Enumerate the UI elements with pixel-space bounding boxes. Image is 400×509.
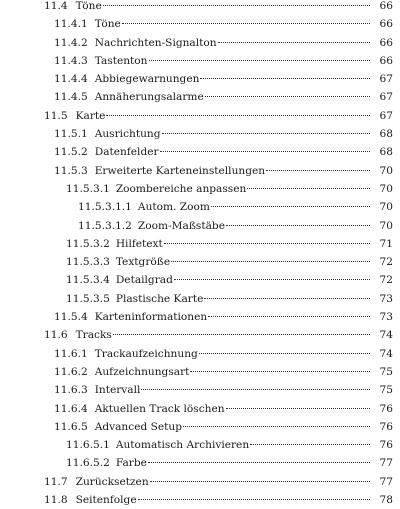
toc-entry[interactable]: [0, 473, 400, 491]
toc-entry-number: 11.6.2: [54, 365, 88, 378]
dot-leader: [138, 499, 370, 500]
dot-leader: [103, 5, 370, 6]
toc-entry-title: Karteninformationen: [94, 311, 208, 324]
toc-entry-page: 70: [379, 164, 393, 177]
toc-entry-title: Zoom-Maßstäbe: [137, 219, 225, 232]
toc-entry-title: Autom. Zoom: [137, 201, 210, 214]
toc-entry[interactable]: [0, 107, 400, 125]
toc-entry-page: 70: [379, 182, 393, 195]
dot-leader: [266, 170, 370, 171]
dot-leader: [141, 389, 370, 390]
toc-entry[interactable]: [0, 34, 400, 52]
toc-entry-page: 68: [379, 146, 393, 159]
toc-entry-title: Karte: [75, 109, 106, 122]
toc-entry-page: 76: [379, 439, 393, 452]
toc-entry-number: 11.5.3.1.2: [78, 219, 132, 232]
toc-entry-title: Textgröße: [115, 256, 171, 269]
toc-entry-page: 76: [379, 402, 393, 415]
toc-entry-title: Zoombereiche anpassen: [115, 182, 247, 195]
toc-entry[interactable]: [0, 381, 400, 399]
toc-entry-page: 66: [379, 54, 393, 67]
toc-entry-number: 11.6.5.2: [66, 457, 110, 470]
toc-entry-page: 67: [379, 109, 393, 122]
toc-entry-page: 72: [379, 274, 393, 287]
toc-entry-title: Aktuellen Track löschen: [94, 402, 225, 415]
toc-entry-number: 11.4.2: [54, 36, 88, 49]
dot-leader: [164, 243, 370, 244]
dot-leader: [247, 188, 370, 189]
toc-entry-number: 11.4.1: [54, 18, 88, 31]
toc-entry-number: 11.4.4: [54, 73, 88, 86]
toc-entry-number: 11.5: [44, 109, 68, 122]
toc-entry-title: Tracks: [75, 329, 112, 342]
toc-entry-number: 11.6.4: [54, 402, 88, 415]
toc-entry[interactable]: [0, 198, 400, 216]
toc-entry-title: Erweiterte Karteneinstellungen: [94, 164, 266, 177]
toc-entry-number: 11.5.3.4: [66, 274, 110, 287]
toc-entry[interactable]: [0, 436, 400, 454]
toc-entry-title: Ausrichtung: [94, 128, 161, 141]
toc-entry[interactable]: [0, 400, 400, 418]
dot-leader: [160, 151, 370, 152]
toc-entry-page: 72: [379, 256, 393, 269]
toc-entry[interactable]: [0, 180, 400, 198]
dot-leader: [204, 298, 370, 299]
toc-entry-page: 68: [379, 128, 393, 141]
dot-leader: [190, 371, 370, 372]
toc-entry-page: 74: [379, 329, 393, 342]
toc-entry-number: 11.4: [44, 0, 68, 12]
toc-entry-title: Trackaufzeichnung: [94, 347, 198, 360]
toc-entry-number: 11.7: [44, 475, 68, 488]
toc-entry-title: Annäherungsalarme: [94, 91, 204, 104]
toc-entry[interactable]: [0, 418, 400, 436]
toc-entry-number: 11.5.4: [54, 311, 88, 324]
toc-entry-page: 77: [379, 457, 393, 470]
dot-leader: [148, 462, 370, 463]
toc-entry-title: Töne: [94, 18, 121, 31]
dot-leader: [218, 42, 370, 43]
toc-entry-number: 11.6: [44, 329, 68, 342]
dot-leader: [106, 115, 370, 116]
toc-entry-number: 11.4.5: [54, 91, 88, 104]
dot-leader: [162, 133, 370, 134]
toc-entry-title: Abbiegewarnungen: [94, 73, 200, 86]
toc-entry[interactable]: [0, 88, 400, 106]
toc-entry[interactable]: [0, 162, 400, 180]
dot-leader: [226, 225, 370, 226]
toc-entry-title: Automatisch Archivieren: [115, 439, 250, 452]
dot-leader: [150, 481, 370, 482]
dot-leader: [171, 261, 370, 262]
dot-leader: [205, 96, 370, 97]
dot-leader: [183, 426, 370, 427]
toc-entry-number: 11.5.3: [54, 164, 88, 177]
toc-entry[interactable]: [0, 308, 400, 326]
toc-entry-page: 71: [379, 237, 393, 250]
toc-entry-page: 77: [379, 475, 393, 488]
dot-leader: [226, 408, 370, 409]
toc-entry[interactable]: [0, 52, 400, 70]
toc-entry-number: 11.5.3.3: [66, 256, 110, 269]
toc-entry-title: Tastenton: [94, 54, 148, 67]
toc-entry-page: 78: [379, 494, 393, 507]
toc-entry[interactable]: [0, 363, 400, 381]
toc-entry-page: 76: [379, 420, 393, 433]
toc-entry[interactable]: [0, 0, 400, 15]
toc-entry[interactable]: [0, 15, 400, 33]
toc-entry-number: 11.6.1: [54, 347, 88, 360]
toc-entry-page: 74: [379, 347, 393, 360]
toc-entry-title: Hilfetext: [115, 237, 163, 250]
toc-entry-page: 66: [379, 18, 393, 31]
toc-entry-title: Farbe: [115, 457, 147, 470]
toc-entry-number: 11.8: [44, 494, 68, 507]
toc-entry-page: 66: [379, 36, 393, 49]
toc-entry[interactable]: [0, 70, 400, 88]
toc-entry-title: Nachrichten-Signalton: [94, 36, 217, 49]
toc-entry-title: Advanced Setup: [94, 420, 182, 433]
toc-entry-number: 11.4.3: [54, 54, 88, 67]
toc-entry-title: Seitenfolge: [75, 494, 137, 507]
toc-entry-title: Intervall: [94, 384, 141, 397]
toc-entry-number: 11.5.3.1: [66, 182, 110, 195]
toc-entry-title: Töne: [75, 0, 102, 12]
toc-entry[interactable]: [0, 290, 400, 308]
toc-entry-page: 70: [379, 219, 393, 232]
toc-entry[interactable]: [0, 143, 400, 161]
dot-leader: [199, 353, 370, 354]
toc-entry-page: 73: [379, 311, 393, 324]
toc-entry-number: 11.5.3.1.1: [78, 201, 132, 214]
dot-leader: [149, 60, 370, 61]
toc-entry-title: Datenfelder: [94, 146, 159, 159]
toc-entry-number: 11.5.3.5: [66, 292, 110, 305]
dot-leader: [174, 279, 370, 280]
toc-entry[interactable]: [0, 326, 400, 344]
dot-leader: [211, 206, 370, 207]
dot-leader: [122, 23, 370, 24]
toc-entry-page: 75: [379, 384, 393, 397]
toc-entry-number: 11.5.2: [54, 146, 88, 159]
toc-entry-title: Zurücksetzen: [75, 475, 149, 488]
toc-entry-page: 66: [379, 0, 393, 12]
dot-leader: [208, 316, 370, 317]
dot-leader: [113, 334, 370, 335]
toc-entry[interactable]: [0, 217, 400, 235]
toc-entry-page: 73: [379, 292, 393, 305]
toc-entry[interactable]: [0, 125, 400, 143]
dot-leader: [200, 78, 370, 79]
toc-entry[interactable]: [0, 253, 400, 271]
toc-entry-page: 67: [379, 73, 393, 86]
toc-entry[interactable]: [0, 235, 400, 253]
toc-entry[interactable]: [0, 454, 400, 472]
toc-entry-number: 11.6.5.1: [66, 439, 110, 452]
toc-entry[interactable]: [0, 491, 400, 509]
toc-entry-number: 11.6.3: [54, 384, 88, 397]
dot-leader: [250, 444, 370, 445]
toc-entry-number: 11.5.1: [54, 128, 88, 141]
toc-entry-title: Detailgrad: [115, 274, 173, 287]
toc-entry[interactable]: [0, 271, 400, 289]
toc-entry-number: 11.5.3.2: [66, 237, 110, 250]
toc-entry-number: 11.6.5: [54, 420, 88, 433]
toc-entry-page: 67: [379, 91, 393, 104]
toc-entry[interactable]: [0, 345, 400, 363]
toc-entry-title: Aufzeichnungsart: [94, 365, 190, 378]
toc-entry-page: 75: [379, 365, 393, 378]
toc-entry-title: Plastische Karte: [115, 292, 204, 305]
toc-entry-page: 70: [379, 201, 393, 214]
